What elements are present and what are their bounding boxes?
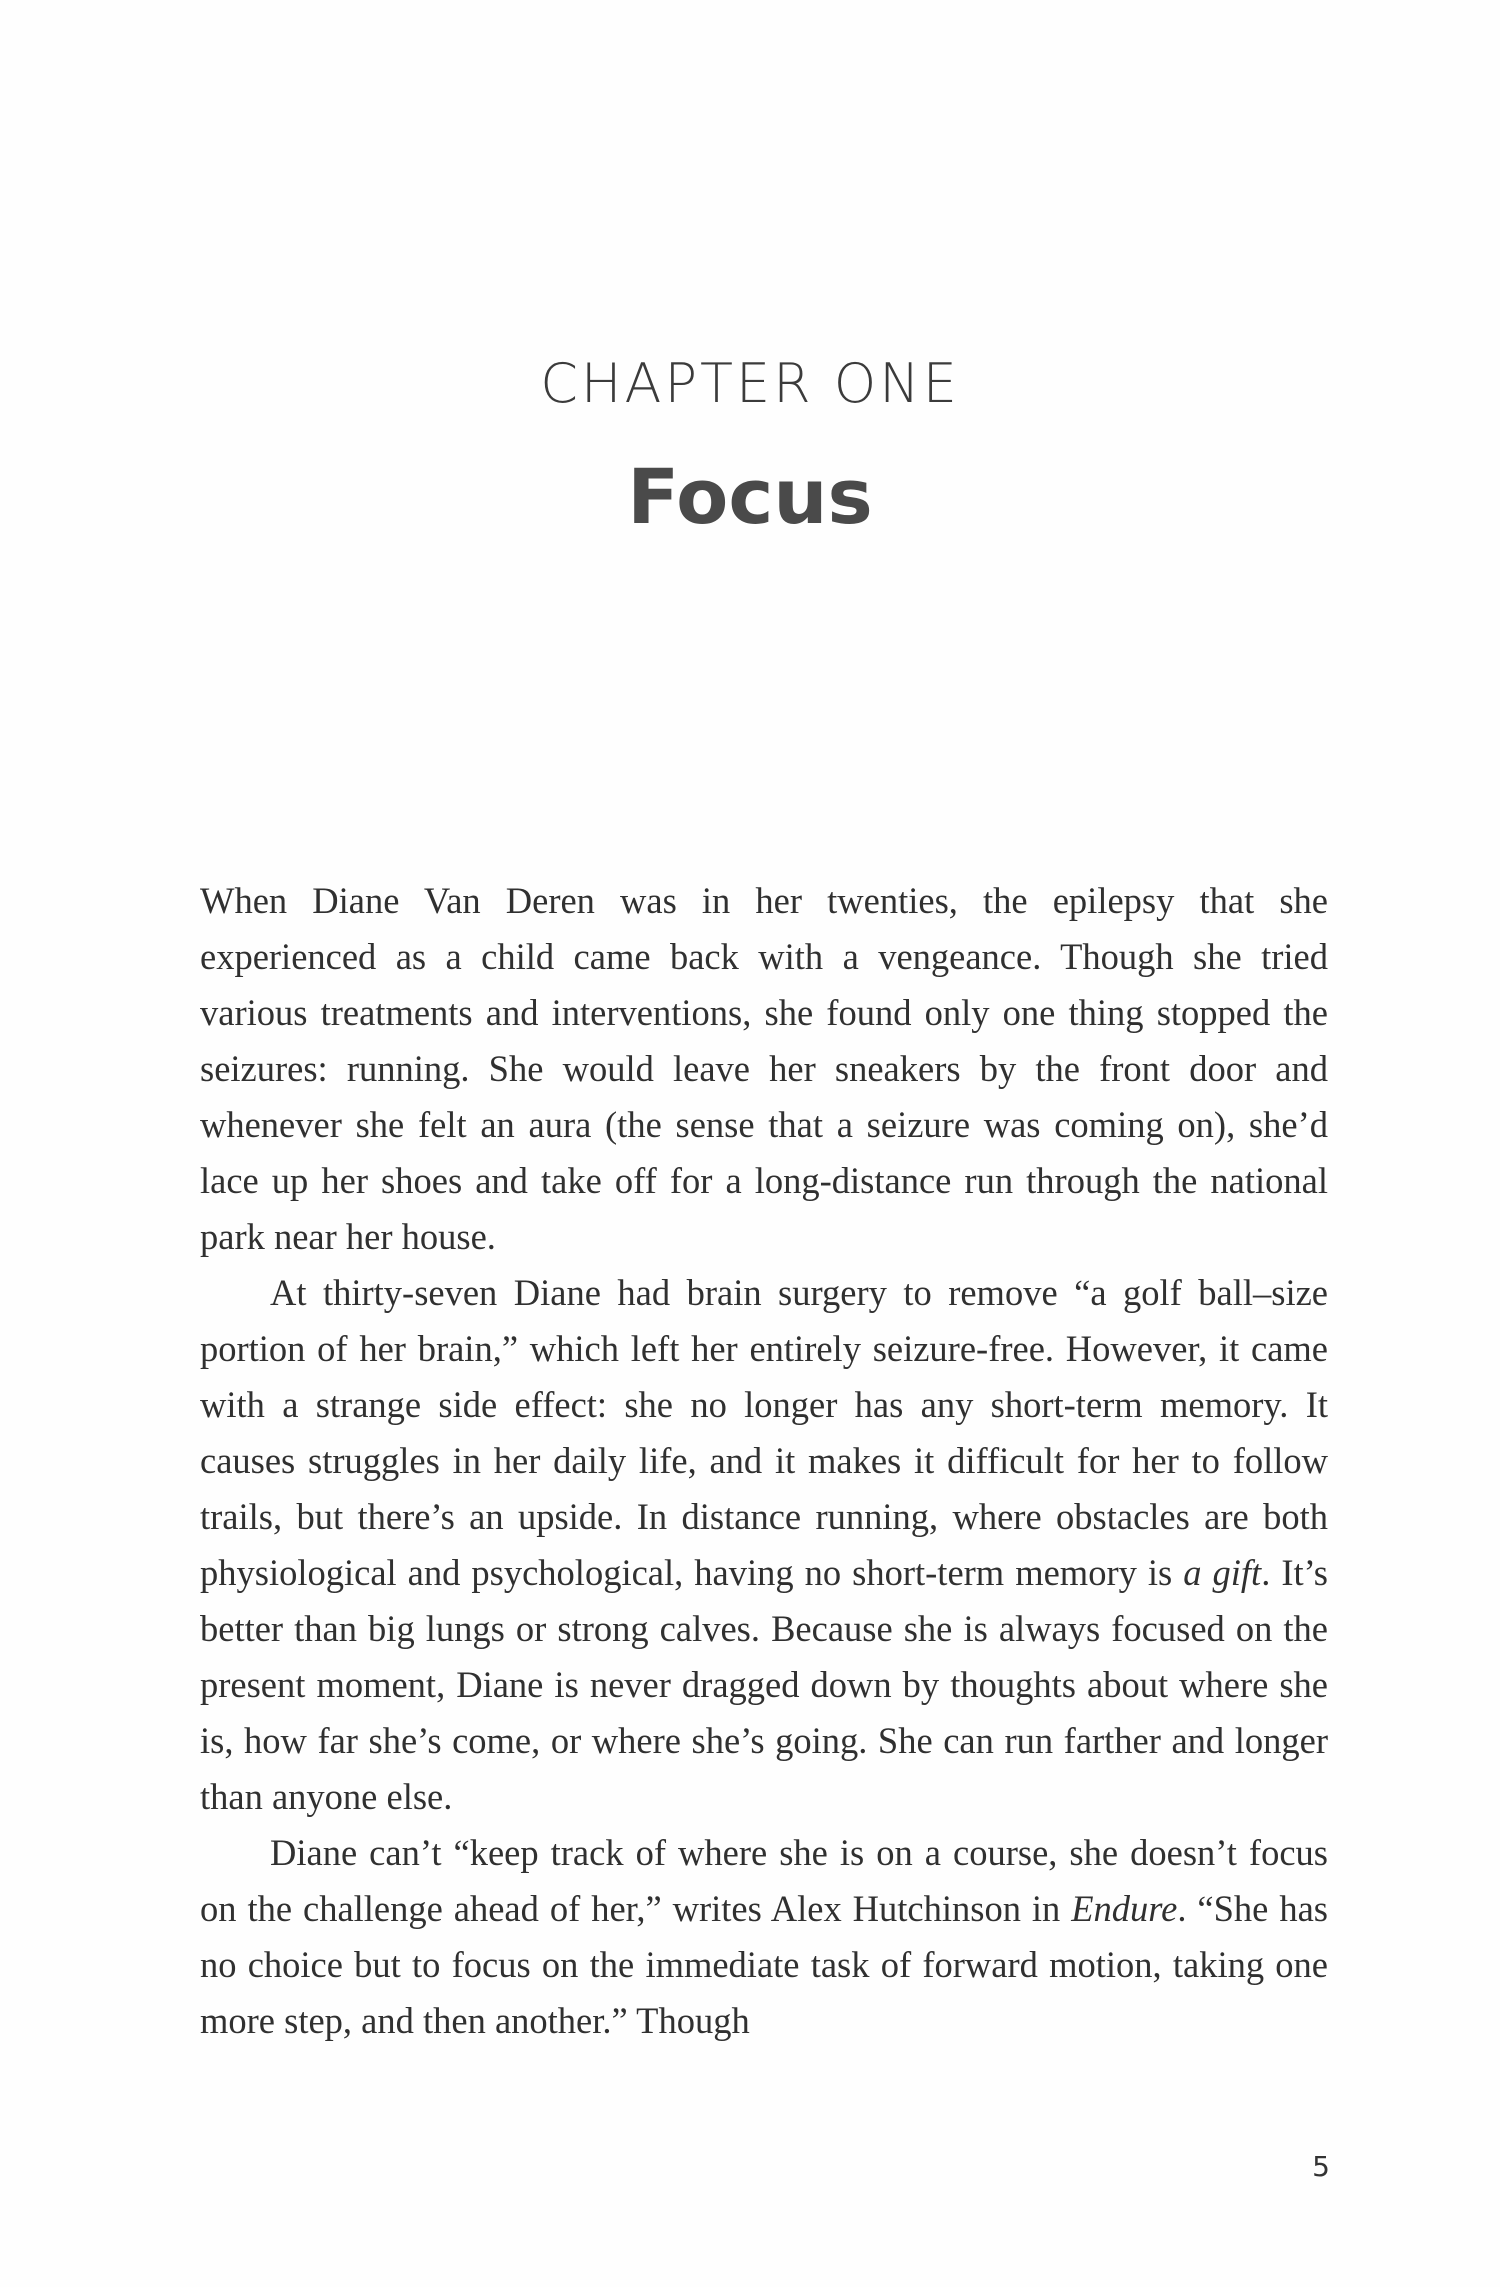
paragraph xyxy=(200,1825,1328,2049)
body-text xyxy=(200,873,1328,2049)
paragraph xyxy=(200,1265,1328,1825)
text-segment: When Diane Van Deren was in her twenties, the epilepsy that she experienced as a child came back with a vengeance. Though she tried various treatments and interventions, she found only one thing stopped the seizures: running. She would leave her sneakers by the front door and whenever she felt an aura (the sense that a seizure was coming on), she’d lace up her shoes and take off for a long-distance run through the national park near her house. xyxy=(200,880,1328,1257)
italic-text-segment: a gift xyxy=(1183,1552,1262,1593)
chapter-title: Focus xyxy=(627,452,873,541)
italic-text-segment: Endure xyxy=(1071,1888,1178,1929)
page-number: 5 xyxy=(1312,2150,1330,2183)
text-segment: . It’s better than big lungs or strong calves. Because she is always focused on the present moment, Diane is never dragged down by thoughts about where she is, how far she’s come, or where she’s going. She can run farther and longer than anyone else. xyxy=(200,1552,1328,1817)
chapter-label: CHAPTER ONE xyxy=(540,352,960,415)
text-segment: Diane can’t “keep track of where she is on a course, she doesn’t focus on the challenge ahead of her,” writes Alex Hutchinson in xyxy=(200,1832,1328,1929)
text-segment: At thirty-seven Diane had brain surgery to remove “a golf ball–size portion of her brain,” which left her entirely seizure-free. However, it came with a strange side effect: she no longer has any short-term memory. It causes struggles in her daily life, and it makes it difficult for her to follow trails, but there’s an upside. In distance running, where obstacles are both physiological and psychological, having no short-term memory is xyxy=(200,1272,1328,1593)
paragraph xyxy=(200,873,1328,1265)
text-segment: . “She has no choice but to focus on the immediate task of forward motion, taking one more step, and then another.” Though xyxy=(200,1888,1328,2041)
